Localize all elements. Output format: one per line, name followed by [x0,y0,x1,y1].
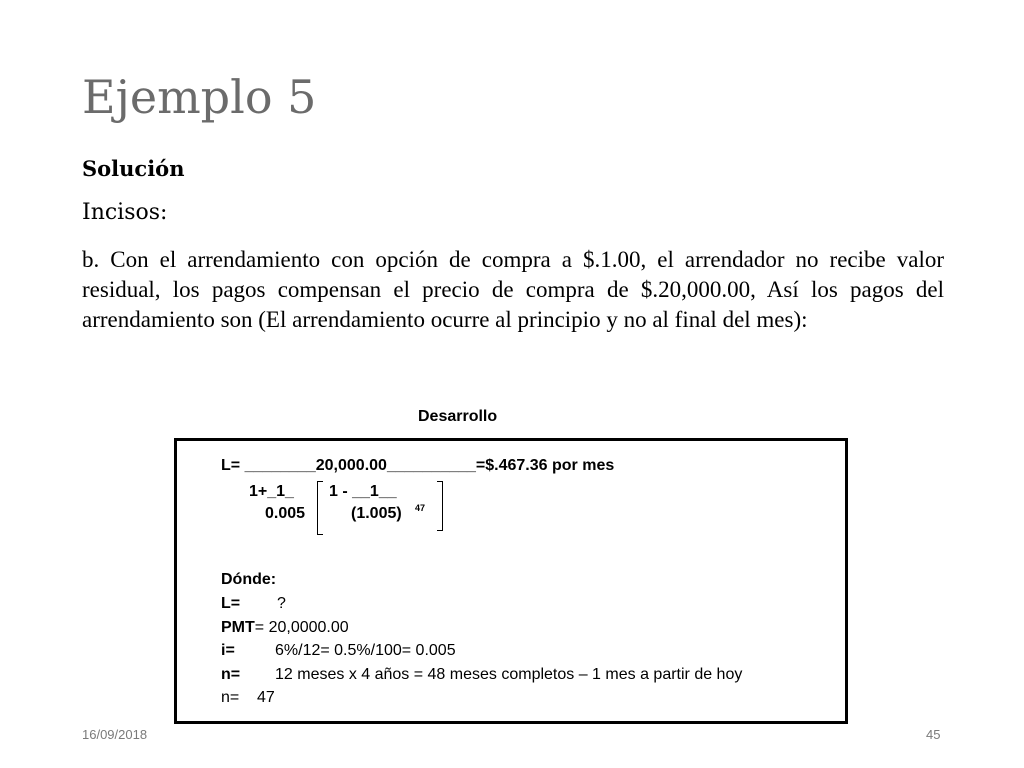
development-label: Desarrollo [418,408,498,425]
donde-heading: Dónde: [221,571,277,588]
incisos-label: Incisos: [82,200,168,225]
row-l-value: ? [277,595,286,612]
footer-date: 16/09/2018 [82,727,148,742]
slide-title: Ejemplo 5 [82,70,317,124]
footer-page-number: 45 [926,727,941,742]
body-paragraph: b. Con el arrendamiento con opción de compra a $.1.00, el arrendador no recibe valor residual, los pagos compensan el precio de compra de $.20,000.00, Así los pagos del arrendamiento son (El arrendamiento ocurre al principio y no al final del mes): [82,247,944,332]
row-i-value: 6%/12= 0.5%/100= 0.005 [275,642,456,659]
development-box [174,438,848,724]
row-i-label: i= [221,642,235,659]
solution-heading: Solución [82,156,185,181]
denominator-right-top: 1 - __1__ [329,483,397,500]
row-n2-value: 47 [257,689,275,706]
row-l-label: L= [221,595,241,612]
row-n-label: n= [221,666,241,683]
denominator-left-bottom: 0.005 [265,505,306,522]
row-pmt: PMT= 20,0000.00 [221,619,349,636]
formula-numerator: L= ________20,000.00__________=$.467.36 por mes [221,457,615,474]
denominator-left-top: 1+_1_ [249,483,294,500]
left-bracket [317,481,323,535]
row-n2-label: n= [221,689,240,706]
right-bracket [437,481,443,531]
denominator-right-bottom: (1.005) [351,505,402,522]
row-n-value: 12 meses x 4 años = 48 meses completos – 1 mes a partir de hoy [275,666,743,683]
exponent: 47 [415,503,426,513]
